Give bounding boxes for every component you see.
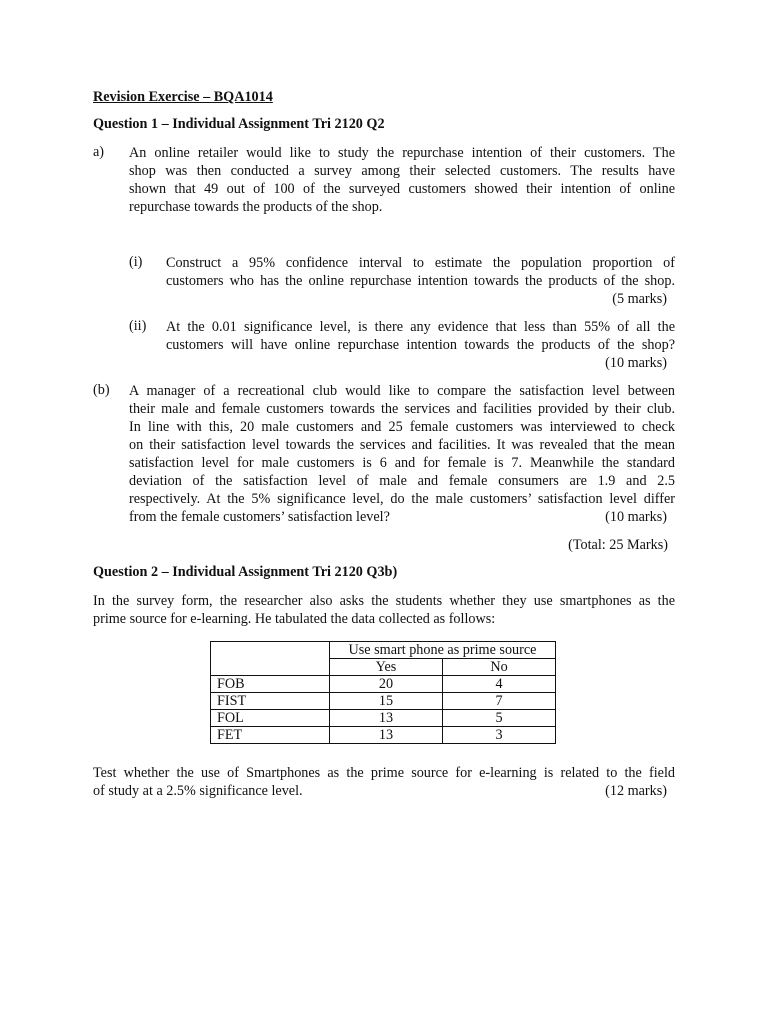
q1b-line-8 [129,508,675,526]
q1a-i-text [166,254,675,308]
row-label: FET [211,727,330,744]
q1b-line-7: respectively. At the 5% significance level, do the male customers’ satisfaction level differ [129,491,675,507]
row-label: FOL [211,710,330,727]
table-row [211,710,556,727]
q1a-label: a) [93,144,105,160]
row-label: FOB [211,676,330,693]
q1a-ii-line-1: At the 0.01 significance level, is there any evidence that less than 55% of all the [166,319,675,335]
q1b-line-6: deviation of the satisfaction level of male and female consumers are 1.9 and 2.5 [129,473,675,489]
question-2-heading: Question 2 – Individual Assignment Tri 2120 Q3b) [93,564,398,580]
q1a-i-line-2: customers who has the online repurchase intention towards the products of the shop. [166,273,675,289]
cell-no: 5 [443,710,556,727]
table-row [211,693,556,710]
column-header-no: No [443,659,556,676]
q1a-paragraph [129,144,675,216]
q2-question-line-2-row [93,782,675,800]
q2-intro [93,592,675,628]
table-group-header: Use smart phone as prime source [330,642,556,659]
table-row [211,676,556,693]
table-corner-cell [211,642,330,676]
q1b-line-1: A manager of a recreational club would like to compare the satisfaction level between [129,383,675,399]
q1b-last-line: from the female customers’ satisfaction level? [129,509,390,525]
q1a-ii-marks: (10 marks) [605,355,667,371]
cell-yes: 20 [330,676,443,693]
q2-marks: (12 marks) [605,783,667,799]
row-label: FIST [211,693,330,710]
cell-yes: 13 [330,727,443,744]
q1a-line-2: shop was then conducted a survey among their selected customers. The results have [129,163,675,179]
cell-no: 7 [443,693,556,710]
q1b-line-4: on their satisfaction level towards the services and facilities. It was revealed that the mean [129,437,675,453]
cell-no: 4 [443,676,556,693]
q1a-i-line-1: Construct a 95% confidence interval to estimate the population proportion of [166,255,675,271]
cell-yes: 13 [330,710,443,727]
q1a-line-3: shown that 49 out of 100 of the surveyed customers showed their intention of online [129,181,675,197]
q2-intro-line-1: In the survey form, the researcher also asks the students whether they use smartphones as the [93,593,675,609]
q1a-line-1: An online retailer would like to study the repurchase intention of their customers. The [129,145,675,161]
q2-question-line-2: of study at a 2.5% significance level. [93,783,303,799]
cell-no: 3 [443,727,556,744]
q1a-ii-label: (ii) [129,318,147,334]
question-1-heading: Question 1 – Individual Assignment Tri 2120 Q2 [93,116,385,132]
column-header-yes: Yes [330,659,443,676]
q2-question [93,764,675,800]
q1a-i-label: (i) [129,254,143,270]
q1a-i-marks: (5 marks) [612,291,667,307]
q1a-line-4: repurchase towards the products of the shop. [129,199,383,215]
q1b-label: (b) [93,382,110,398]
q1b-line-5: satisfaction level for male customers is 6 and for female is 7. Meanwhile the standard [129,455,675,471]
table-row [211,727,556,744]
document-title: Revision Exercise – BQA1014 [93,89,273,105]
q1-total-marks: (Total: 25 Marks) [568,537,668,553]
q1b-line-3: In line with this, 20 male customers and 25 female customers was interviewed to check [129,419,675,435]
q2-intro-line-2: prime source for e-learning. He tabulated the data collected as follows: [93,611,496,627]
smartphone-usage-table [210,641,556,744]
cell-yes: 15 [330,693,443,710]
q1b-paragraph [129,382,675,526]
q2-question-line-1: Test whether the use of Smartphones as the prime source for e-learning is related to the field [93,765,675,781]
table-header-row [211,642,556,659]
q1b-line-2: their male and female customers towards the services and facilities provided by their club. [129,401,675,417]
q1a-ii-line-2: customers will have online repurchase intention towards the products of the shop? [166,337,675,353]
q1b-marks: (10 marks) [605,509,667,525]
q1a-ii-text [166,318,675,372]
